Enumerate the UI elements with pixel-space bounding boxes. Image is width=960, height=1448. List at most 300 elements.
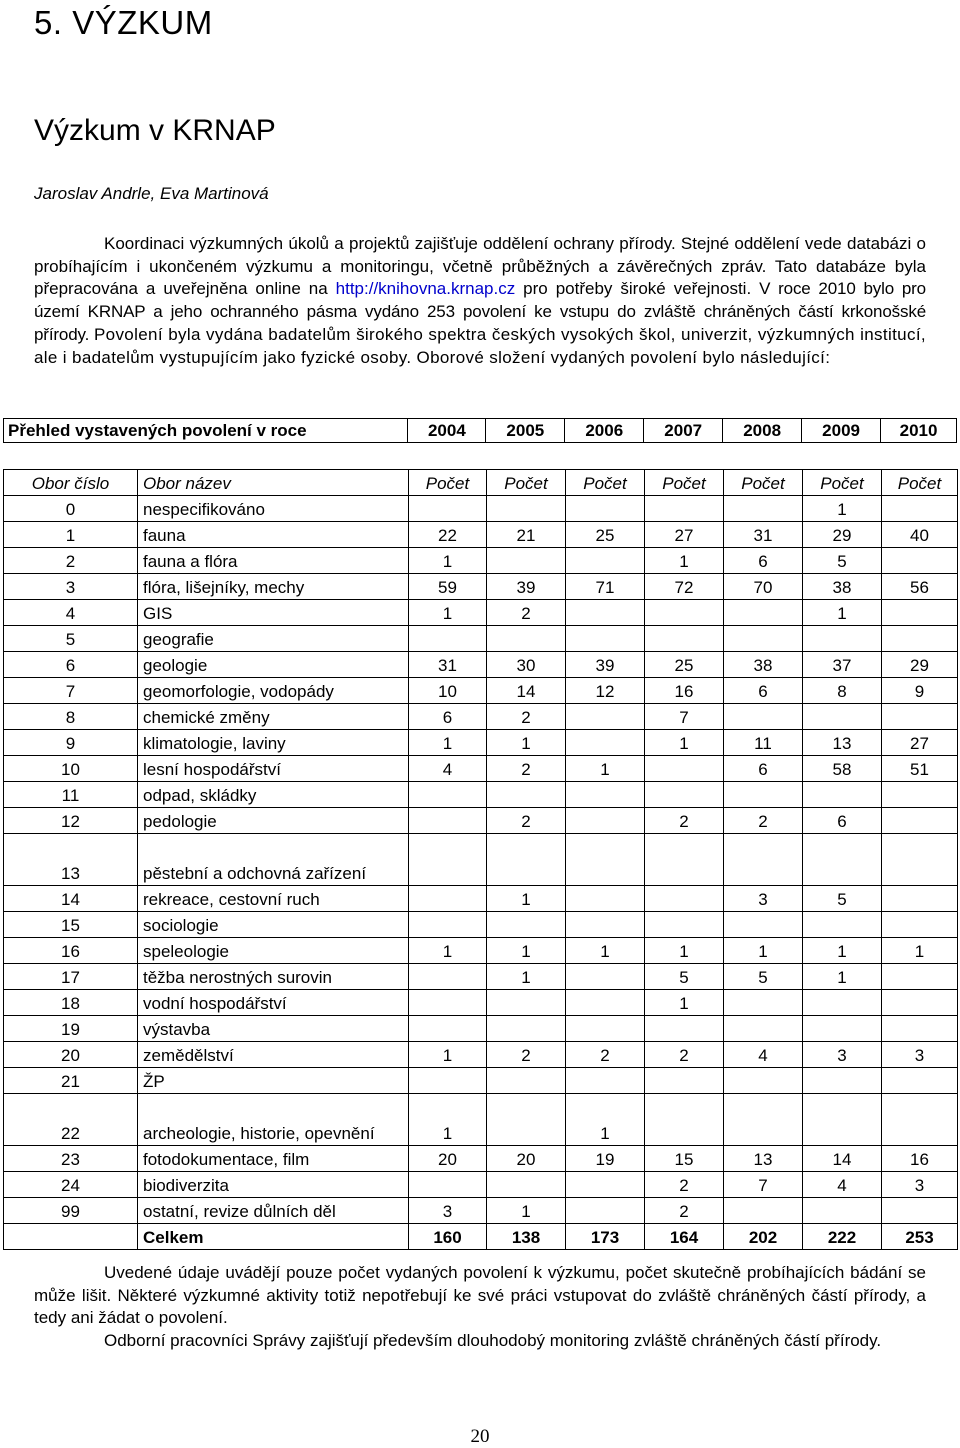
count-cell: 14 xyxy=(487,678,566,704)
total-label: Celkem xyxy=(138,1224,409,1250)
count-cell: 20 xyxy=(487,1146,566,1172)
count-cell xyxy=(487,548,566,574)
count-cell xyxy=(566,834,645,886)
intro-text-1-end: pro potřeby široké veřejnosti. xyxy=(515,279,760,299)
count-cell xyxy=(645,600,724,626)
count-cell: 56 xyxy=(882,574,958,600)
count-cell xyxy=(409,808,487,834)
table-row xyxy=(4,678,958,704)
column-header: Počet xyxy=(803,470,882,496)
count-cell xyxy=(487,1094,566,1146)
notes-paragraph-2 xyxy=(34,1330,926,1353)
field-name: vodní hospodářství xyxy=(138,990,409,1016)
count-cell xyxy=(409,1172,487,1198)
count-cell xyxy=(724,912,803,938)
count-cell: 6 xyxy=(803,808,882,834)
field-number: 3 xyxy=(4,574,138,600)
overview-year: 2005 xyxy=(486,419,565,443)
count-cell xyxy=(487,834,566,886)
intro-text-3: Povolení byla vydána badatelům širokého spektra českých vysokých škol, univerzit, výzkumných institucí, ale i badatelům vystupujícím jako fyzické osoby. Oborové složení vydaných povolení bylo následující: xyxy=(34,324,926,367)
count-cell xyxy=(724,496,803,522)
table-row xyxy=(4,626,958,652)
intro-text-1: Koordinaci výzkumných úkolů a projektů zajišťuje oddělení ochrany přírody. Stejné oddělení vede databázi o probíhajícím i ukončeném výzkumu a monitoringu, včetně průběžných a závěrečných zpráv. Tato databáze byla přepracována a uveřejněna online na xyxy=(34,234,926,299)
total-row xyxy=(4,1224,958,1250)
field-name: geografie xyxy=(138,626,409,652)
column-header: Počet xyxy=(882,470,958,496)
overview-year: 2006 xyxy=(565,419,644,443)
count-cell: 40 xyxy=(882,522,958,548)
table-row xyxy=(4,1146,958,1172)
count-cell xyxy=(566,600,645,626)
total-cell: 164 xyxy=(645,1224,724,1250)
count-cell xyxy=(882,548,958,574)
notes-paragraph-1 xyxy=(34,1262,926,1330)
total-cell: 160 xyxy=(409,1224,487,1250)
count-cell xyxy=(724,600,803,626)
count-cell: 1 xyxy=(487,730,566,756)
count-cell xyxy=(882,626,958,652)
field-number: 20 xyxy=(4,1042,138,1068)
overview-table xyxy=(3,418,957,443)
count-cell xyxy=(409,886,487,912)
count-cell xyxy=(409,1068,487,1094)
table-row xyxy=(4,834,958,886)
overview-year: 2008 xyxy=(723,419,802,443)
count-cell: 2 xyxy=(487,756,566,782)
count-cell: 2 xyxy=(645,808,724,834)
empty-cell xyxy=(4,1224,138,1250)
table-row xyxy=(4,1198,958,1224)
column-header: Obor název xyxy=(138,470,409,496)
count-cell: 14 xyxy=(803,1146,882,1172)
count-cell: 1 xyxy=(409,1042,487,1068)
count-cell xyxy=(882,1016,958,1042)
count-cell: 6 xyxy=(724,756,803,782)
count-cell: 39 xyxy=(566,652,645,678)
column-header: Počet xyxy=(409,470,487,496)
count-cell xyxy=(566,1016,645,1042)
field-name: nespecifikováno xyxy=(138,496,409,522)
column-header: Počet xyxy=(724,470,803,496)
column-header: Počet xyxy=(487,470,566,496)
count-cell: 13 xyxy=(724,1146,803,1172)
field-number: 5 xyxy=(4,626,138,652)
count-cell: 5 xyxy=(724,964,803,990)
table-header-row xyxy=(4,470,958,496)
table-row xyxy=(4,782,958,808)
overview-title: Přehled vystavených povolení v roce xyxy=(4,419,408,443)
count-cell xyxy=(566,990,645,1016)
count-cell xyxy=(724,782,803,808)
count-cell xyxy=(645,782,724,808)
field-name: geologie xyxy=(138,652,409,678)
intro-paragraph xyxy=(34,233,926,369)
field-name: fotodokumentace, film xyxy=(138,1146,409,1172)
count-cell xyxy=(803,704,882,730)
table-row xyxy=(4,1016,958,1042)
count-cell: 3 xyxy=(724,886,803,912)
count-cell: 9 xyxy=(882,678,958,704)
count-cell xyxy=(803,626,882,652)
count-cell xyxy=(724,626,803,652)
count-cell xyxy=(882,600,958,626)
count-cell xyxy=(487,912,566,938)
count-cell: 1 xyxy=(645,990,724,1016)
field-name: odpad, skládky xyxy=(138,782,409,808)
overview-year: 2004 xyxy=(408,419,486,443)
count-cell: 1 xyxy=(566,938,645,964)
count-cell xyxy=(566,704,645,730)
field-number: 0 xyxy=(4,496,138,522)
count-cell: 16 xyxy=(882,1146,958,1172)
count-cell: 8 xyxy=(803,678,882,704)
notes-text-2: Odborní pracovníci Správy zajišťují především dlouhodobý monitoring zvláště chráněných částí přírody. xyxy=(104,1331,882,1351)
field-name: geomorfologie, vodopády xyxy=(138,678,409,704)
field-name: chemické změny xyxy=(138,704,409,730)
count-cell xyxy=(487,1068,566,1094)
count-cell: 2 xyxy=(487,704,566,730)
count-cell: 5 xyxy=(645,964,724,990)
count-cell: 1 xyxy=(409,600,487,626)
count-cell: 6 xyxy=(724,548,803,574)
count-cell: 2 xyxy=(645,1042,724,1068)
count-cell: 2 xyxy=(645,1172,724,1198)
authors: Jaroslav Andrle, Eva Martinová xyxy=(34,184,269,203)
count-cell xyxy=(566,496,645,522)
table-row xyxy=(4,1042,958,1068)
count-cell xyxy=(724,1016,803,1042)
count-cell: 6 xyxy=(724,678,803,704)
column-header: Obor číslo xyxy=(4,470,138,496)
count-cell xyxy=(803,1198,882,1224)
count-cell: 13 xyxy=(803,730,882,756)
section-title: Výzkum v KRNAP xyxy=(34,114,276,147)
field-number: 21 xyxy=(4,1068,138,1094)
count-cell xyxy=(803,1068,882,1094)
count-cell: 1 xyxy=(409,548,487,574)
field-number: 9 xyxy=(4,730,138,756)
count-cell: 5 xyxy=(803,886,882,912)
field-name: biodiverzita xyxy=(138,1172,409,1198)
count-cell: 4 xyxy=(409,756,487,782)
count-cell: 1 xyxy=(803,496,882,522)
count-cell: 1 xyxy=(487,1198,566,1224)
table-row xyxy=(4,1172,958,1198)
overview-year: 2009 xyxy=(802,419,881,443)
count-cell xyxy=(803,782,882,808)
count-cell: 4 xyxy=(724,1042,803,1068)
count-cell: 3 xyxy=(882,1042,958,1068)
count-cell: 16 xyxy=(645,678,724,704)
table-row xyxy=(4,704,958,730)
field-number: 14 xyxy=(4,886,138,912)
table-row xyxy=(4,808,958,834)
count-cell: 7 xyxy=(645,704,724,730)
count-cell: 1 xyxy=(645,730,724,756)
count-cell: 2 xyxy=(487,808,566,834)
count-cell xyxy=(566,1068,645,1094)
table-row xyxy=(4,548,958,574)
count-cell xyxy=(487,1016,566,1042)
field-number: 22 xyxy=(4,1094,138,1146)
field-name: ŽP xyxy=(138,1068,409,1094)
field-number: 99 xyxy=(4,1198,138,1224)
field-name: fauna a flóra xyxy=(138,548,409,574)
count-cell: 2 xyxy=(645,1198,724,1224)
count-cell xyxy=(803,912,882,938)
table-row xyxy=(4,730,958,756)
field-number: 17 xyxy=(4,964,138,990)
count-cell: 1 xyxy=(566,756,645,782)
count-cell xyxy=(487,1172,566,1198)
field-number: 6 xyxy=(4,652,138,678)
count-cell: 1 xyxy=(803,938,882,964)
count-cell: 30 xyxy=(487,652,566,678)
count-cell xyxy=(409,912,487,938)
table-row xyxy=(4,990,958,1016)
count-cell: 1 xyxy=(645,938,724,964)
field-name: ostatní, revize důlních děl xyxy=(138,1198,409,1224)
field-name: speleologie xyxy=(138,938,409,964)
count-cell: 58 xyxy=(803,756,882,782)
count-cell: 1 xyxy=(882,938,958,964)
table-body xyxy=(4,470,958,1250)
total-cell: 253 xyxy=(882,1224,958,1250)
total-cell: 202 xyxy=(724,1224,803,1250)
count-cell xyxy=(645,626,724,652)
count-cell: 31 xyxy=(724,522,803,548)
count-cell: 72 xyxy=(645,574,724,600)
notes xyxy=(34,1262,926,1353)
field-number: 15 xyxy=(4,912,138,938)
count-cell xyxy=(645,834,724,886)
count-cell xyxy=(882,834,958,886)
count-cell: 2 xyxy=(566,1042,645,1068)
overview-year: 2010 xyxy=(881,419,957,443)
table-row xyxy=(4,756,958,782)
field-number: 18 xyxy=(4,990,138,1016)
count-cell: 1 xyxy=(409,938,487,964)
field-name: sociologie xyxy=(138,912,409,938)
count-cell xyxy=(882,1198,958,1224)
field-number: 16 xyxy=(4,938,138,964)
count-cell: 37 xyxy=(803,652,882,678)
count-cell xyxy=(882,990,958,1016)
count-cell xyxy=(409,834,487,886)
field-name: archeologie, historie, opevnění xyxy=(138,1094,409,1146)
table-row xyxy=(4,1094,958,1146)
count-cell xyxy=(645,912,724,938)
count-cell: 12 xyxy=(566,678,645,704)
field-number: 2 xyxy=(4,548,138,574)
page-number: 20 xyxy=(470,1426,490,1447)
table-row xyxy=(4,938,958,964)
count-cell: 1 xyxy=(409,730,487,756)
count-cell xyxy=(566,808,645,834)
count-cell xyxy=(645,1068,724,1094)
count-cell xyxy=(882,912,958,938)
count-cell: 1 xyxy=(487,886,566,912)
count-cell xyxy=(882,782,958,808)
count-cell xyxy=(645,886,724,912)
field-name: GIS xyxy=(138,600,409,626)
count-cell: 19 xyxy=(566,1146,645,1172)
count-cell: 10 xyxy=(409,678,487,704)
field-number: 19 xyxy=(4,1016,138,1042)
count-cell: 4 xyxy=(803,1172,882,1198)
count-cell: 2 xyxy=(487,1042,566,1068)
table-row xyxy=(4,964,958,990)
count-cell: 15 xyxy=(645,1146,724,1172)
count-cell xyxy=(724,1198,803,1224)
count-cell: 38 xyxy=(803,574,882,600)
table-row xyxy=(4,574,958,600)
count-cell: 21 xyxy=(487,522,566,548)
count-cell: 1 xyxy=(566,1094,645,1146)
field-name: fauna xyxy=(138,522,409,548)
table-row xyxy=(4,886,958,912)
count-cell xyxy=(409,990,487,1016)
field-number: 10 xyxy=(4,756,138,782)
field-number: 13 xyxy=(4,834,138,886)
field-number: 8 xyxy=(4,704,138,730)
total-cell: 173 xyxy=(566,1224,645,1250)
field-name: rekreace, cestovní ruch xyxy=(138,886,409,912)
count-cell: 1 xyxy=(645,548,724,574)
field-number: 4 xyxy=(4,600,138,626)
column-header: Počet xyxy=(566,470,645,496)
count-cell: 25 xyxy=(645,652,724,678)
count-cell: 2 xyxy=(724,808,803,834)
count-cell xyxy=(882,808,958,834)
count-cell: 29 xyxy=(803,522,882,548)
count-cell xyxy=(409,626,487,652)
count-cell xyxy=(724,834,803,886)
column-header: Počet xyxy=(645,470,724,496)
count-cell: 59 xyxy=(409,574,487,600)
count-cell xyxy=(882,1094,958,1146)
count-cell: 1 xyxy=(487,938,566,964)
count-cell xyxy=(409,782,487,808)
count-cell xyxy=(724,704,803,730)
count-cell xyxy=(566,912,645,938)
table-row xyxy=(4,1068,958,1094)
count-cell xyxy=(803,1094,882,1146)
count-cell: 51 xyxy=(882,756,958,782)
count-cell: 25 xyxy=(566,522,645,548)
overview-row xyxy=(4,419,957,443)
count-cell: 20 xyxy=(409,1146,487,1172)
chapter-title: 5. VÝZKUM xyxy=(34,4,213,41)
field-name: těžba nerostných surovin xyxy=(138,964,409,990)
count-cell xyxy=(409,964,487,990)
permits-table xyxy=(3,469,958,1250)
total-cell: 222 xyxy=(803,1224,882,1250)
count-cell xyxy=(487,990,566,1016)
field-number: 12 xyxy=(4,808,138,834)
field-number: 23 xyxy=(4,1146,138,1172)
count-cell: 38 xyxy=(724,652,803,678)
count-cell xyxy=(882,886,958,912)
field-number: 1 xyxy=(4,522,138,548)
database-link[interactable]: http://knihovna.krnap.cz xyxy=(335,279,516,299)
count-cell xyxy=(487,782,566,808)
count-cell xyxy=(645,1016,724,1042)
table-row xyxy=(4,496,958,522)
count-cell: 1 xyxy=(724,938,803,964)
field-name: výstavba xyxy=(138,1016,409,1042)
count-cell xyxy=(882,1068,958,1094)
table-row xyxy=(4,600,958,626)
count-cell: 3 xyxy=(882,1172,958,1198)
table-row xyxy=(4,652,958,678)
count-cell xyxy=(566,548,645,574)
count-cell: 5 xyxy=(803,548,882,574)
count-cell: 27 xyxy=(645,522,724,548)
count-cell: 22 xyxy=(409,522,487,548)
count-cell xyxy=(487,626,566,652)
count-cell: 3 xyxy=(803,1042,882,1068)
field-name: lesní hospodářství xyxy=(138,756,409,782)
count-cell xyxy=(645,756,724,782)
field-name: klimatologie, laviny xyxy=(138,730,409,756)
field-number: 7 xyxy=(4,678,138,704)
count-cell: 31 xyxy=(409,652,487,678)
count-cell xyxy=(566,1198,645,1224)
intro-text-2: V roce 2010 bylo pro území KRNAP a jeho ochranného pásma vydáno 253 povolení ke vstupu do zvláště chráněných částí krkonošské přírody. xyxy=(34,279,926,344)
count-cell xyxy=(645,1094,724,1146)
field-number: 24 xyxy=(4,1172,138,1198)
count-cell xyxy=(566,626,645,652)
count-cell: 3 xyxy=(409,1198,487,1224)
field-name: pedologie xyxy=(138,808,409,834)
count-cell: 1 xyxy=(409,1094,487,1146)
count-cell xyxy=(803,834,882,886)
table-row xyxy=(4,522,958,548)
count-cell xyxy=(803,1016,882,1042)
count-cell: 27 xyxy=(882,730,958,756)
count-cell xyxy=(566,730,645,756)
count-cell: 1 xyxy=(803,964,882,990)
field-number: 11 xyxy=(4,782,138,808)
count-cell xyxy=(487,496,566,522)
notes-text-1: Uvedené údaje uvádějí pouze počet vydaných povolení k výzkumu, počet skutečně probíhajících bádání se může lišit. Některé výzkumné aktivity totiž nepotřebují ke své práci vstupovat do zvláště chráněných částí přírody, a tedy ani žádat o povolení. xyxy=(34,1263,926,1328)
overview-year: 2007 xyxy=(644,419,723,443)
count-cell: 1 xyxy=(803,600,882,626)
count-cell xyxy=(409,496,487,522)
count-cell xyxy=(566,1172,645,1198)
count-cell xyxy=(724,1068,803,1094)
count-cell xyxy=(409,1016,487,1042)
count-cell: 1 xyxy=(487,964,566,990)
count-cell xyxy=(803,990,882,1016)
count-cell: 39 xyxy=(487,574,566,600)
count-cell xyxy=(882,964,958,990)
field-name: zemědělství xyxy=(138,1042,409,1068)
count-cell: 11 xyxy=(724,730,803,756)
table-row xyxy=(4,912,958,938)
count-cell xyxy=(645,496,724,522)
count-cell xyxy=(882,496,958,522)
field-name: pěstební a odchovná zařízení xyxy=(138,834,409,886)
count-cell: 7 xyxy=(724,1172,803,1198)
count-cell: 70 xyxy=(724,574,803,600)
count-cell: 71 xyxy=(566,574,645,600)
field-name: flóra, lišejníky, mechy xyxy=(138,574,409,600)
count-cell xyxy=(724,1094,803,1146)
count-cell xyxy=(566,886,645,912)
count-cell xyxy=(882,704,958,730)
